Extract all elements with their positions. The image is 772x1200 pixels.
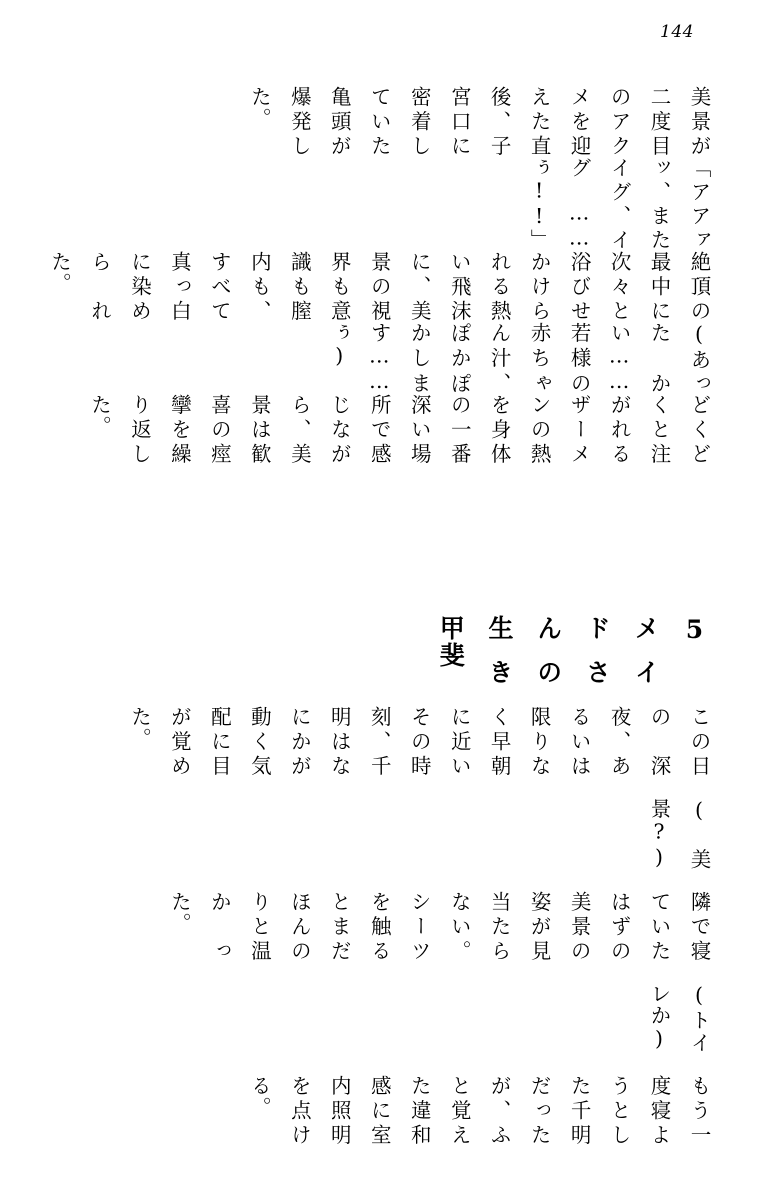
paragraph-dialogue: 「アアァッ、またイグ、イグ……ぅ!!」 — [527, 156, 711, 251]
paragraph: 隣で寝ていたはずの美景の姿が見当たらない。シーツを触るとまだほんのりと温かった。 — [167, 891, 711, 963]
paragraph-inner-voice: (あったかい……若様の赤ちゃん汁、ぽかぽかします……ぅ) — [327, 321, 711, 394]
page-number: 144 — [660, 22, 694, 42]
page-body-text — [47, 86, 718, 1147]
paragraph-inner-voice: (美景?) — [647, 798, 711, 871]
paragraph: この日の深夜、あるいは限りなく早朝に近いその時刻、千明はなにかが動く気配に目が覚めた。 — [127, 706, 711, 778]
paragraph: 絶頂の最中に次々と浴びせかけられる熱い飛沫に、美景の視界も意識も膣内も、すべて真っ白に染められた。 — [47, 250, 711, 322]
paragraph-inner-voice: (トイレか) — [647, 983, 711, 1055]
paragraph: 美景が二度目のアクメを迎えた直後、子宮口に密着していた亀頭が爆発した。 — [247, 86, 711, 157]
paragraph: もう一度寝ようとした千明だったが、ふと覚えた違和感に室内照明を点ける。 — [247, 1075, 711, 1147]
paragraph: どくどくと注がれるザーメンの熱を身体の一番深い場所で感じながら、美景は歓喜の痙攣を繰り返した。 — [87, 393, 711, 465]
section-heading: 5 メイドさんの生き甲斐 — [436, 614, 709, 686]
